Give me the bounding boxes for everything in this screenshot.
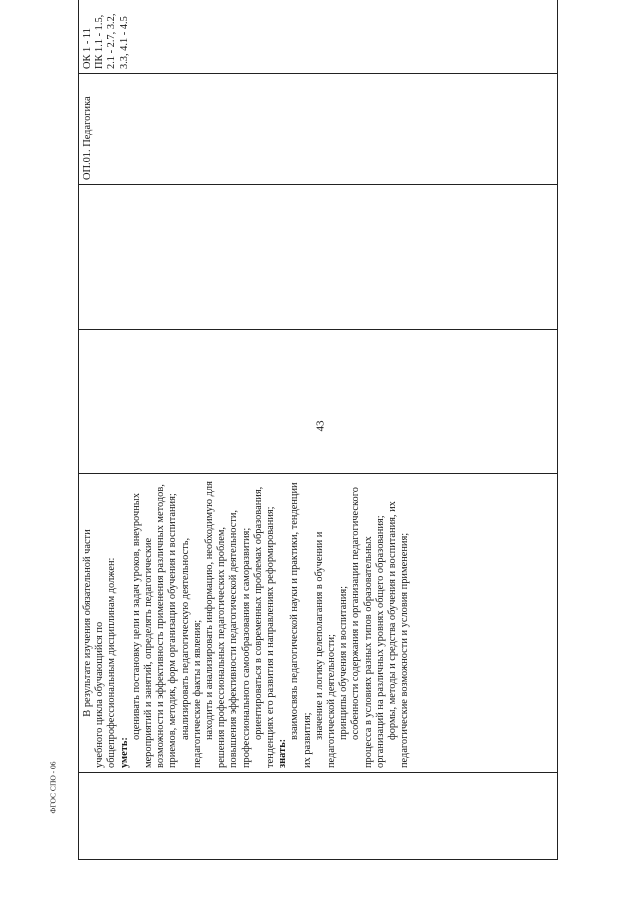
footer-mark: ФГОС СПО - 06 — [48, 761, 58, 814]
requirement-paragraph: В результате изучения обязательной части — [82, 529, 93, 717]
requirement-paragraph: значение и логику целеполагания в обучении и педагогической деятельности; — [313, 531, 338, 768]
competencies-cell — [79, 0, 558, 74]
requirement-paragraph: оценивать постановку цели и задач уроков, внеурочных мероприятий и занятий, определять педагогические возможности и эффективность применения различных методов, приемов, методик, форм организации обучения и воспитания; — [130, 484, 179, 768]
requirement-paragraph: находить и анализировать информацию, необходимую для решения профессиональных педагогических проблем, повышения эффективности педагогической деятельности, профессионального самообразования и саморазвития; — [204, 481, 252, 768]
competency-line: ПК 1.1 - 1.5, — [94, 14, 106, 69]
discipline-cell — [79, 74, 558, 185]
requirements-text — [82, 478, 411, 768]
requirement-paragraph: общепрофессиональным дисциплинам должен: — [106, 557, 118, 768]
requirement-paragraph: взаимосвязь педагогической науки и практики, тенденции их развития; — [289, 482, 313, 768]
page-number: 43 — [314, 420, 327, 432]
requirement-paragraph: принципы обучения и воспитания; — [338, 585, 350, 740]
competency-line: 3.3, 4.1 - 4.5 — [118, 16, 130, 69]
landscape-content — [78, 13, 558, 860]
hours-max-cell — [79, 330, 558, 474]
requirement-paragraph: уметь: — [118, 737, 130, 768]
requirement-paragraph: знать: — [277, 738, 289, 768]
rotated-page — [78, 13, 558, 860]
index-cell — [79, 773, 558, 860]
requirement-paragraph: учебного цикла обучающийся по — [94, 621, 106, 768]
requirement-paragraph: анализировать педагогическую деятельность, педагогические факты и явления; — [179, 537, 203, 768]
requirement-paragraph: формы, методы и средства обучения и воспитания, их педагогические возможности и условия применения; — [387, 501, 411, 768]
requirement-paragraph: особенности содержания и организации педагогического процесса в условиях разных типов образовательных организаций на различных уровнях общего образования; — [350, 487, 386, 768]
competency-line: 2.1 - 2.7, 3.2, — [106, 13, 118, 69]
discipline-name: ОП.01. Педагогика — [82, 96, 93, 180]
competency-line: ОК 1 - 11 — [82, 28, 93, 69]
requirement-paragraph: ориентироваться в современных проблемах образования, тенденциях его развития и направлениях реформирования; — [252, 486, 277, 768]
requirements-cell — [79, 474, 558, 773]
hours-study-cell — [79, 185, 558, 330]
